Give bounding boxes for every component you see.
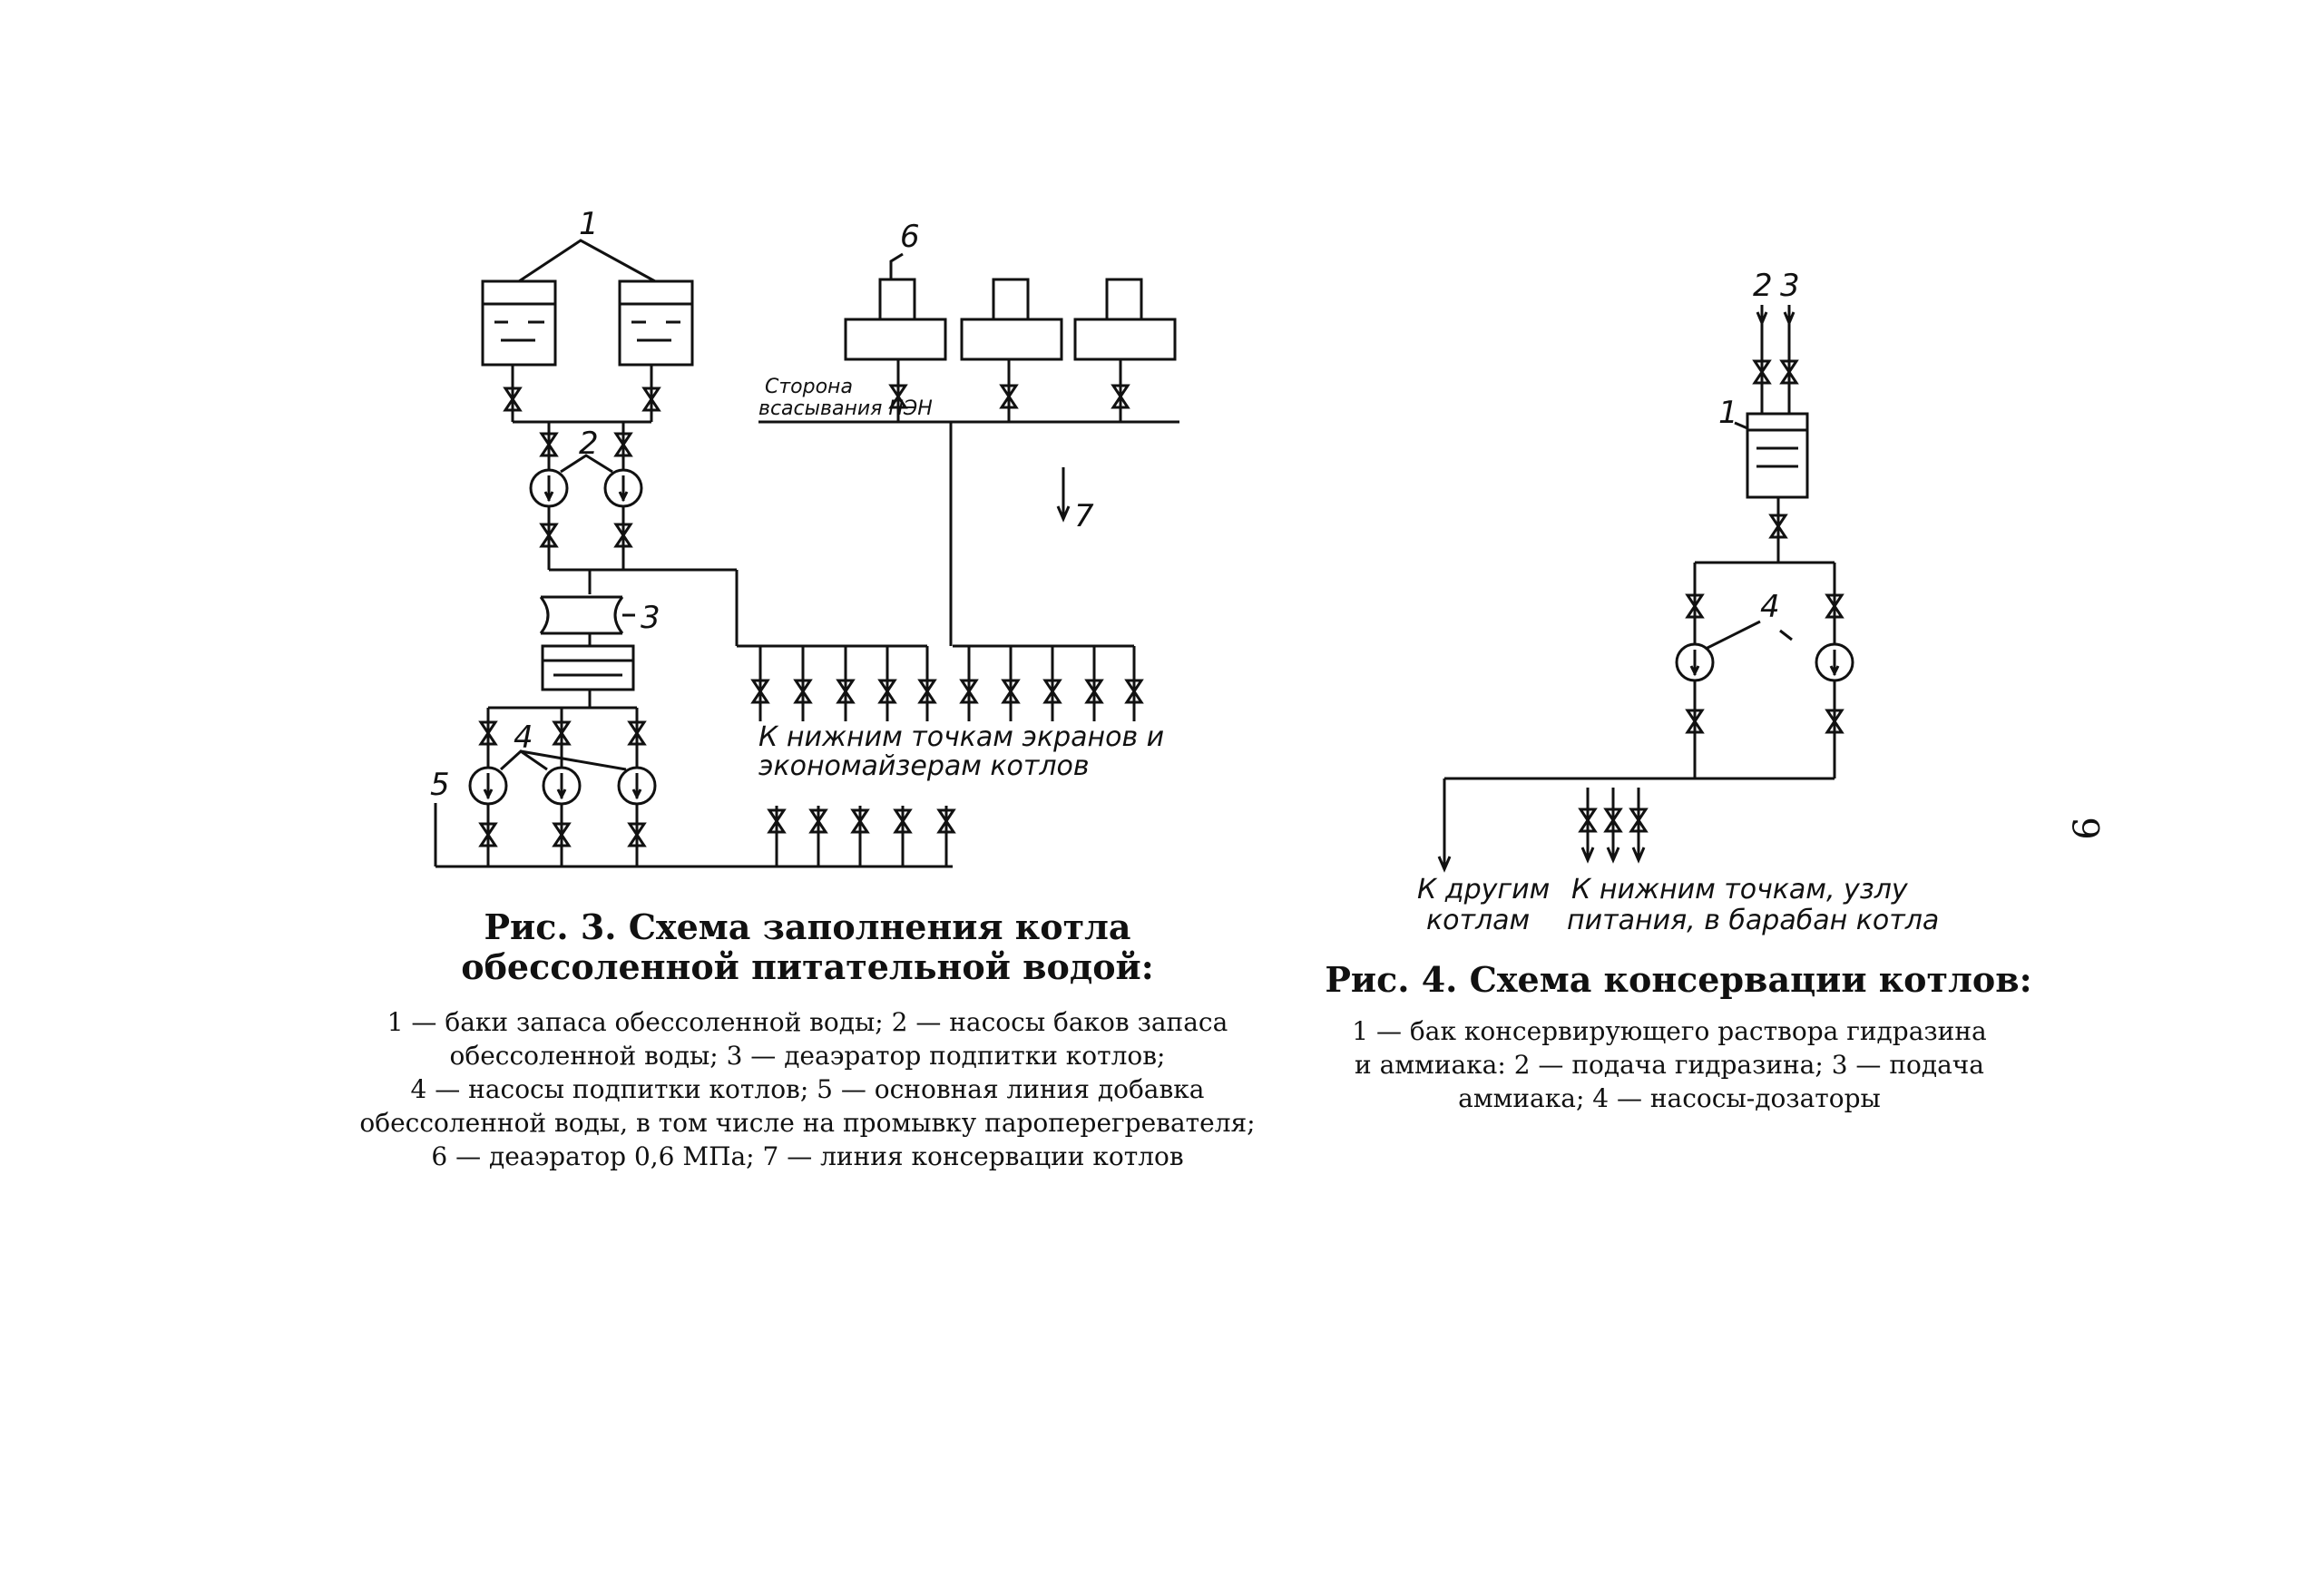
label-3-ammonia: 3 [1780,268,1800,304]
figure-3-legend [308,1005,1306,1173]
leader-line [519,240,655,281]
label-4-feed-pumps: 4 [514,720,533,756]
deaerator-tank [543,646,633,690]
label-5-main-line: 5 [430,767,450,803]
note-lower-points-l2: экономайзерам котлов [758,750,1090,782]
figure-3-legend-line1: 1 — баки запаса обессоленной воды; 2 — насосы баков запаса [386,1007,1228,1037]
branch-valves-upper [753,646,1141,721]
figure-3-title-line1: Рис. 3. Схема заполнения котла [484,906,1131,947]
figure-4-legend-line2: и аммиака: 2 — подача гидразина; 3 — подача [1355,1050,1984,1080]
note-lower-points-l1: К нижним точкам экранов и [758,721,1165,753]
figure-3-legend-line3: 4 — насосы подпитки котлов; 5 — основная линия добавка [410,1074,1205,1104]
figure-3-legend-line5: 6 — деаэратор 0,6 МПа; 7 — линия консервации котлов [431,1141,1184,1171]
label-2-hydrazine: 2 [1753,268,1773,304]
storage-tank [483,281,555,365]
figure-4-legend [1306,1014,2032,1115]
label-1-tanks: 1 [579,206,599,242]
note-other-boilers-l1: К другим [1417,874,1551,906]
figure-3-title [417,907,1198,987]
note-other-boilers-l2: котлам [1426,905,1531,936]
label-2-pumps: 2 [579,426,599,462]
deaerator-06 [846,279,945,359]
note-lower-points-l2: питания, в барабан котла [1567,905,1940,936]
suction-side-l2: всасывания ПЭН [758,397,933,420]
suction-side-l1: Сторона [765,376,853,398]
figure-4-legend-line3: аммиака; 4 — насосы-дозаторы [1458,1083,1881,1113]
figure-4-schematic [1417,268,1939,936]
label-7-conservation: 7 [1074,498,1094,534]
deaerator-06 [962,279,1062,359]
page-number: 9 [2063,817,2106,840]
figure-3-legend-line2: обессоленной воды; 3 — деаэратор подпитки котлов; [449,1041,1166,1071]
figure-4-legend-line1: 1 — бак консервирующего раствора гидразина [1352,1016,1987,1046]
label-1-tank: 1 [1718,395,1738,431]
storage-tank [620,281,692,365]
deaerator-feed [541,597,622,633]
deaerator-06 [1075,279,1175,359]
note-lower-points-l1: К нижним точкам, узлу [1571,874,1908,906]
label-6-deaerator: 6 [900,219,920,255]
figure-3-schematic [430,206,1179,867]
figure-4-title: Рис. 4. Схема консервации котлов: [1325,959,2032,1000]
conservation-tank [1747,414,1807,497]
figure-3-legend-line4: обессоленной воды, в том числе на промывку пароперегревателя; [359,1108,1256,1138]
figure-3-title-line2: обессоленной питательной водой: [461,946,1154,987]
label-4-pumps: 4 [1760,589,1780,625]
label-3-deaerator: 3 [641,600,660,636]
